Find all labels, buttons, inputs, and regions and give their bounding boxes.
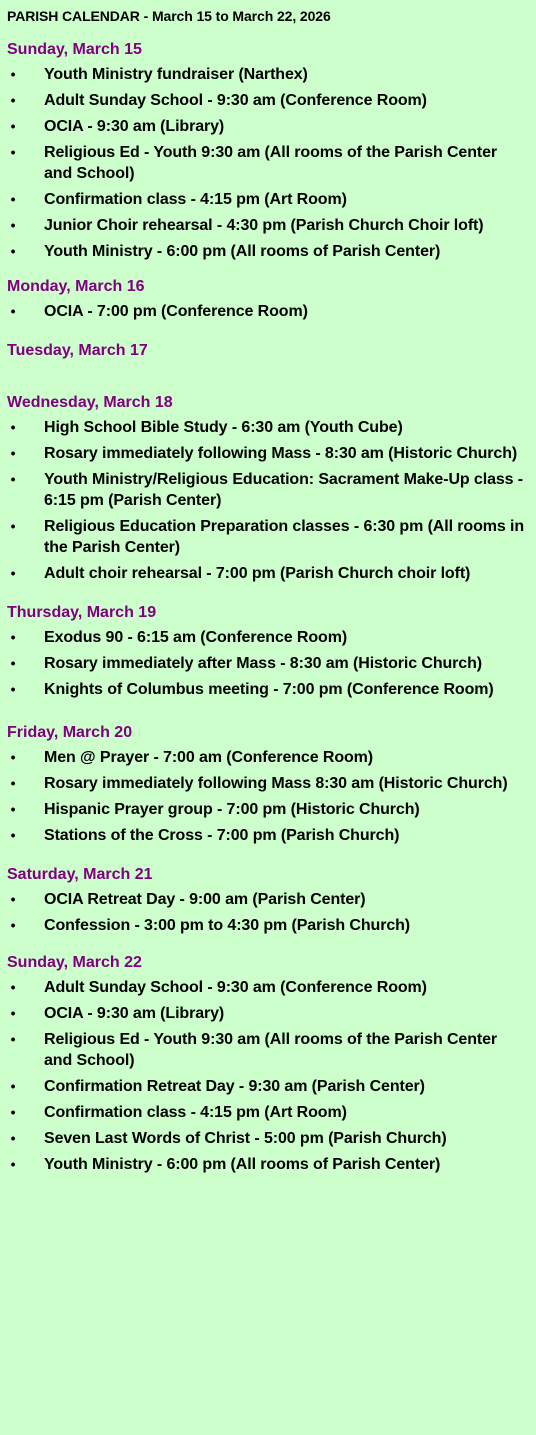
event-item bbox=[7, 116, 528, 137]
event-text: Confession - 3:00 pm to 4:30 pm (Parish Church) bbox=[44, 917, 411, 934]
event-text: Religious Education Preparation classes - 6:30 pm (All rooms in the Parish Center) bbox=[44, 518, 525, 556]
calendar-title: PARISH CALENDAR - March 15 to March 22, 2026 bbox=[7, 8, 331, 24]
event-item bbox=[7, 799, 528, 820]
event-item bbox=[7, 1003, 528, 1024]
event-item bbox=[7, 563, 528, 584]
event-item bbox=[7, 90, 528, 111]
event-item bbox=[7, 417, 528, 438]
bullet-icon: • bbox=[10, 1005, 16, 1021]
event-item bbox=[7, 889, 528, 910]
event-item bbox=[7, 469, 528, 511]
bullet-icon: • bbox=[10, 144, 16, 160]
event-item bbox=[7, 443, 528, 464]
event-text: Religious Ed - Youth 9:30 am (All rooms of the Parish Center and School) bbox=[44, 144, 498, 182]
event-item bbox=[7, 825, 528, 846]
event-item bbox=[7, 915, 528, 936]
event-item bbox=[7, 747, 528, 768]
day-heading: Sunday, March 15 bbox=[7, 41, 142, 58]
bullet-icon: • bbox=[10, 445, 16, 461]
bullet-icon: • bbox=[10, 303, 16, 319]
day-heading: Sunday, March 22 bbox=[7, 954, 142, 971]
day-section bbox=[7, 953, 528, 1175]
event-item bbox=[7, 516, 528, 558]
bullet-icon: • bbox=[10, 518, 16, 534]
bullet-icon: • bbox=[10, 191, 16, 207]
bullet-icon: • bbox=[10, 827, 16, 843]
day-heading: Monday, March 16 bbox=[7, 278, 145, 295]
bullet-icon: • bbox=[10, 629, 16, 645]
event-text: Youth Ministry - 6:00 pm (All rooms of Parish Center) bbox=[44, 243, 441, 260]
event-text: Confirmation Retreat Day - 9:30 am (Parish Center) bbox=[44, 1078, 425, 1095]
event-text: Adult Sunday School - 9:30 am (Conference Room) bbox=[44, 979, 427, 996]
bullet-icon: • bbox=[10, 66, 16, 82]
event-list bbox=[7, 747, 528, 846]
day-heading: Thursday, March 19 bbox=[7, 604, 157, 621]
day-section bbox=[7, 341, 528, 361]
event-text: Knights of Columbus meeting - 7:00 pm (Conference Room) bbox=[44, 681, 494, 698]
event-item bbox=[7, 215, 528, 236]
event-text: OCIA - 7:00 pm (Conference Room) bbox=[44, 303, 308, 320]
event-item bbox=[7, 653, 528, 674]
day-section bbox=[7, 277, 528, 322]
event-list bbox=[7, 977, 528, 1175]
day-heading: Saturday, March 21 bbox=[7, 866, 153, 883]
event-item bbox=[7, 1102, 528, 1123]
event-item bbox=[7, 627, 528, 648]
event-text: High School Bible Study - 6:30 am (Youth Cube) bbox=[44, 419, 403, 436]
event-list bbox=[7, 889, 528, 936]
bullet-icon: • bbox=[10, 1104, 16, 1120]
bullet-icon: • bbox=[10, 655, 16, 671]
event-text: Adult choir rehearsal - 7:00 pm (Parish Church choir loft) bbox=[44, 565, 471, 582]
day-section bbox=[7, 40, 528, 262]
event-item bbox=[7, 773, 528, 794]
event-list bbox=[7, 301, 528, 322]
event-item bbox=[7, 1076, 528, 1097]
day-section bbox=[7, 603, 528, 700]
event-list bbox=[7, 64, 528, 262]
event-item bbox=[7, 1128, 528, 1149]
event-text: Rosary immediately after Mass - 8:30 am (Historic Church) bbox=[44, 655, 483, 672]
event-text: Religious Ed - Youth 9:30 am (All rooms of the Parish Center and School) bbox=[44, 1031, 498, 1069]
event-text: Rosary immediately following Mass - 8:30 am (Historic Church) bbox=[44, 445, 518, 462]
event-item bbox=[7, 1154, 528, 1175]
event-text: Rosary immediately following Mass 8:30 am (Historic Church) bbox=[44, 775, 508, 792]
bullet-icon: • bbox=[10, 775, 16, 791]
event-item bbox=[7, 977, 528, 998]
bullet-icon: • bbox=[10, 217, 16, 233]
event-text: Youth Ministry/Religious Education: Sacrament Make-Up class - 6:15 pm (Parish Center) bbox=[44, 471, 524, 509]
bullet-icon: • bbox=[10, 749, 16, 765]
day-heading: Wednesday, March 18 bbox=[7, 394, 173, 411]
event-text: Youth Ministry fundraiser (Narthex) bbox=[44, 66, 308, 83]
event-text: Junior Choir rehearsal - 4:30 pm (Parish Church Choir loft) bbox=[44, 217, 484, 234]
day-heading: Tuesday, March 17 bbox=[7, 342, 148, 359]
event-list bbox=[7, 627, 528, 700]
day-section bbox=[7, 393, 528, 584]
bullet-icon: • bbox=[10, 1130, 16, 1146]
bullet-icon: • bbox=[10, 118, 16, 134]
event-text: OCIA - 9:30 am (Library) bbox=[44, 1005, 225, 1022]
event-item bbox=[7, 679, 528, 700]
event-text: Exodus 90 - 6:15 am (Conference Room) bbox=[44, 629, 348, 646]
bullet-icon: • bbox=[10, 243, 16, 259]
bullet-icon: • bbox=[10, 917, 16, 933]
event-item bbox=[7, 241, 528, 262]
event-item bbox=[7, 64, 528, 85]
bullet-icon: • bbox=[10, 1156, 16, 1172]
event-text: Seven Last Words of Christ - 5:00 pm (Parish Church) bbox=[44, 1130, 447, 1147]
event-text: Adult Sunday School - 9:30 am (Conference Room) bbox=[44, 92, 427, 109]
event-text: Men @ Prayer - 7:00 am (Conference Room) bbox=[44, 749, 374, 766]
bullet-icon: • bbox=[10, 92, 16, 108]
bullet-icon: • bbox=[10, 1031, 16, 1047]
event-list bbox=[7, 417, 528, 584]
event-text: OCIA Retreat Day - 9:00 am (Parish Center) bbox=[44, 891, 366, 908]
day-section bbox=[7, 723, 528, 846]
bullet-icon: • bbox=[10, 681, 16, 697]
bullet-icon: • bbox=[10, 419, 16, 435]
day-heading: Friday, March 20 bbox=[7, 724, 133, 741]
event-item bbox=[7, 189, 528, 210]
event-item bbox=[7, 1029, 528, 1071]
bullet-icon: • bbox=[10, 471, 16, 487]
calendar-days bbox=[7, 40, 528, 1175]
event-text: Youth Ministry - 6:00 pm (All rooms of Parish Center) bbox=[44, 1156, 441, 1173]
event-text: Confirmation class - 4:15 pm (Art Room) bbox=[44, 1104, 347, 1121]
bullet-icon: • bbox=[10, 979, 16, 995]
bullet-icon: • bbox=[10, 1078, 16, 1094]
event-text: Hispanic Prayer group - 7:00 pm (Historic Church) bbox=[44, 801, 420, 818]
bullet-icon: • bbox=[10, 801, 16, 817]
event-item bbox=[7, 142, 528, 184]
day-section bbox=[7, 865, 528, 936]
bullet-icon: • bbox=[10, 565, 16, 581]
event-text: Stations of the Cross - 7:00 pm (Parish Church) bbox=[44, 827, 400, 844]
event-item bbox=[7, 301, 528, 322]
bullet-icon: • bbox=[10, 891, 16, 907]
event-text: Confirmation class - 4:15 pm (Art Room) bbox=[44, 191, 347, 208]
event-text: OCIA - 9:30 am (Library) bbox=[44, 118, 225, 135]
